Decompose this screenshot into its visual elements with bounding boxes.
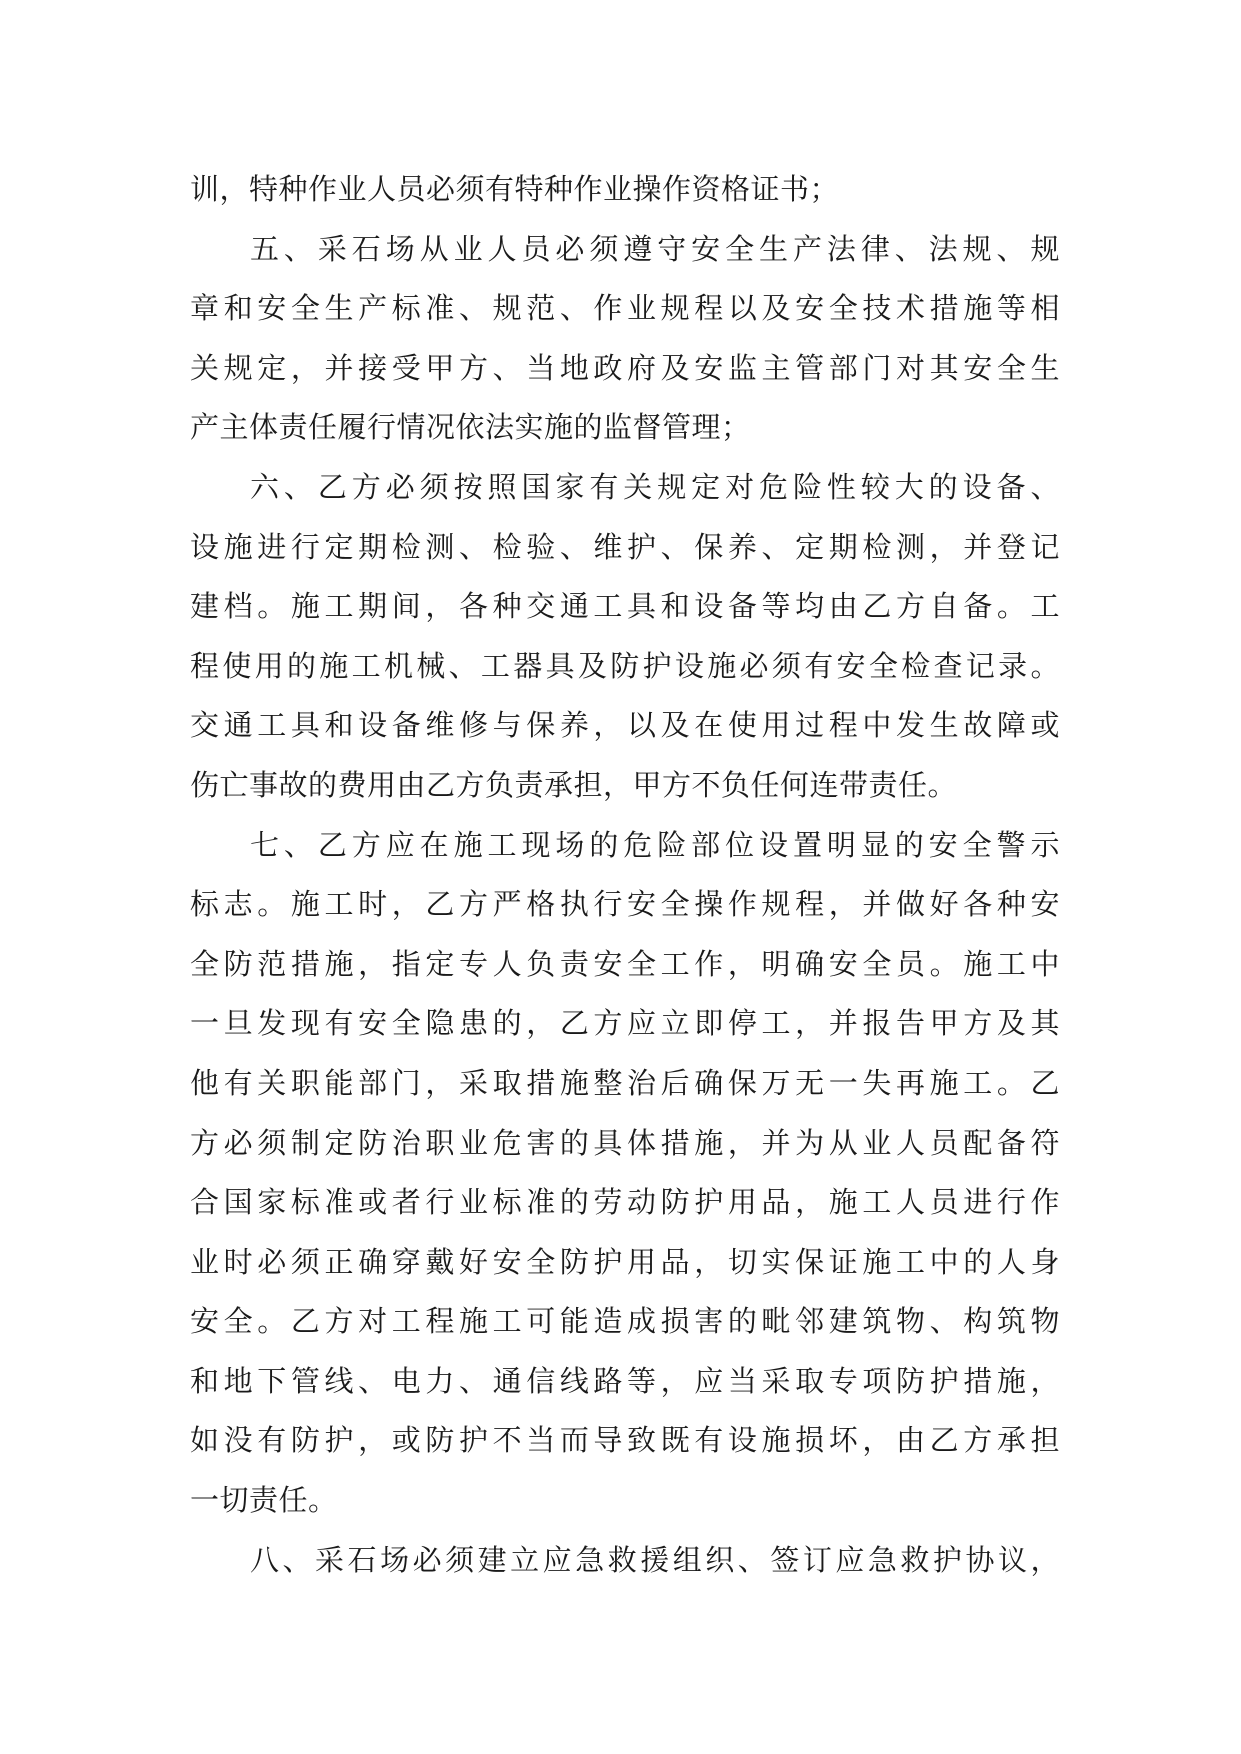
text-line: 章和安全生产标准、规范、作业规程以及安全技术措施等相 bbox=[190, 291, 1060, 326]
text-line: 产主体责任履行情况依法实施的监督管理； bbox=[190, 410, 751, 445]
text-line: 合国家标准或者行业标准的劳动防护用品，施工人员进行作 bbox=[190, 1185, 1060, 1220]
text-line: 一切责任。 bbox=[190, 1483, 338, 1518]
text-line: 设施进行定期检测、检验、维护、保养、定期检测，并登记 bbox=[190, 529, 1060, 564]
text-line: 建档。施工期间，各种交通工具和设备等均由乙方自备。工 bbox=[190, 589, 1060, 624]
text-line: 伤亡事故的费用由乙方负责承担，甲方不负任何连带责任。 bbox=[190, 767, 958, 802]
text-line: 关规定，并接受甲方、当地政府及安监主管部门对其安全生 bbox=[190, 350, 1060, 385]
text-line: 程使用的施工机械、工器具及防护设施必须有安全检查记录。 bbox=[190, 648, 1060, 683]
text-line: 五、采石场从业人员必须遵守安全生产法律、法规、规 bbox=[250, 231, 1060, 266]
text-line: 他有关职能部门，采取措施整治后确保万无一失再施工。乙 bbox=[190, 1065, 1060, 1100]
text-line: 业时必须正确穿戴好安全防护用品，切实保证施工中的人身 bbox=[190, 1244, 1060, 1279]
text-line: 全防范措施，指定专人负责安全工作，明确安全员。施工中 bbox=[190, 946, 1060, 981]
text-line: 训，特种作业人员必须有特种作业操作资格证书； bbox=[190, 172, 840, 206]
text-line: 八、采石场必须建立应急救援组织、签订应急救护协议， bbox=[250, 1542, 1060, 1577]
text-line: 七、乙方应在施工现场的危险部位设置明显的安全警示 bbox=[250, 827, 1060, 862]
text-line: 安全。乙方对工程施工可能造成损害的毗邻建筑物、构筑物 bbox=[190, 1304, 1060, 1339]
text-line: 交通工具和设备维修与保养，以及在使用过程中发生故障或 bbox=[190, 708, 1060, 743]
body-text bbox=[190, 160, 1060, 1590]
text-line: 一旦发现有安全隐患的，乙方应立即停工，并报告甲方及其 bbox=[190, 1006, 1060, 1041]
text-line: 标志。施工时，乙方严格执行安全操作规程，并做好各种安 bbox=[190, 887, 1060, 922]
text-line: 方必须制定防治职业危害的具体措施，并为从业人员配备符 bbox=[190, 1125, 1060, 1160]
text-line: 六、乙方必须按照国家有关规定对危险性较大的设备、 bbox=[250, 469, 1060, 504]
text-line: 和地下管线、电力、通信线路等，应当采取专项防护措施， bbox=[190, 1363, 1060, 1398]
text-line: 如没有防护，或防护不当而导致既有设施损坏，由乙方承担 bbox=[190, 1423, 1060, 1458]
